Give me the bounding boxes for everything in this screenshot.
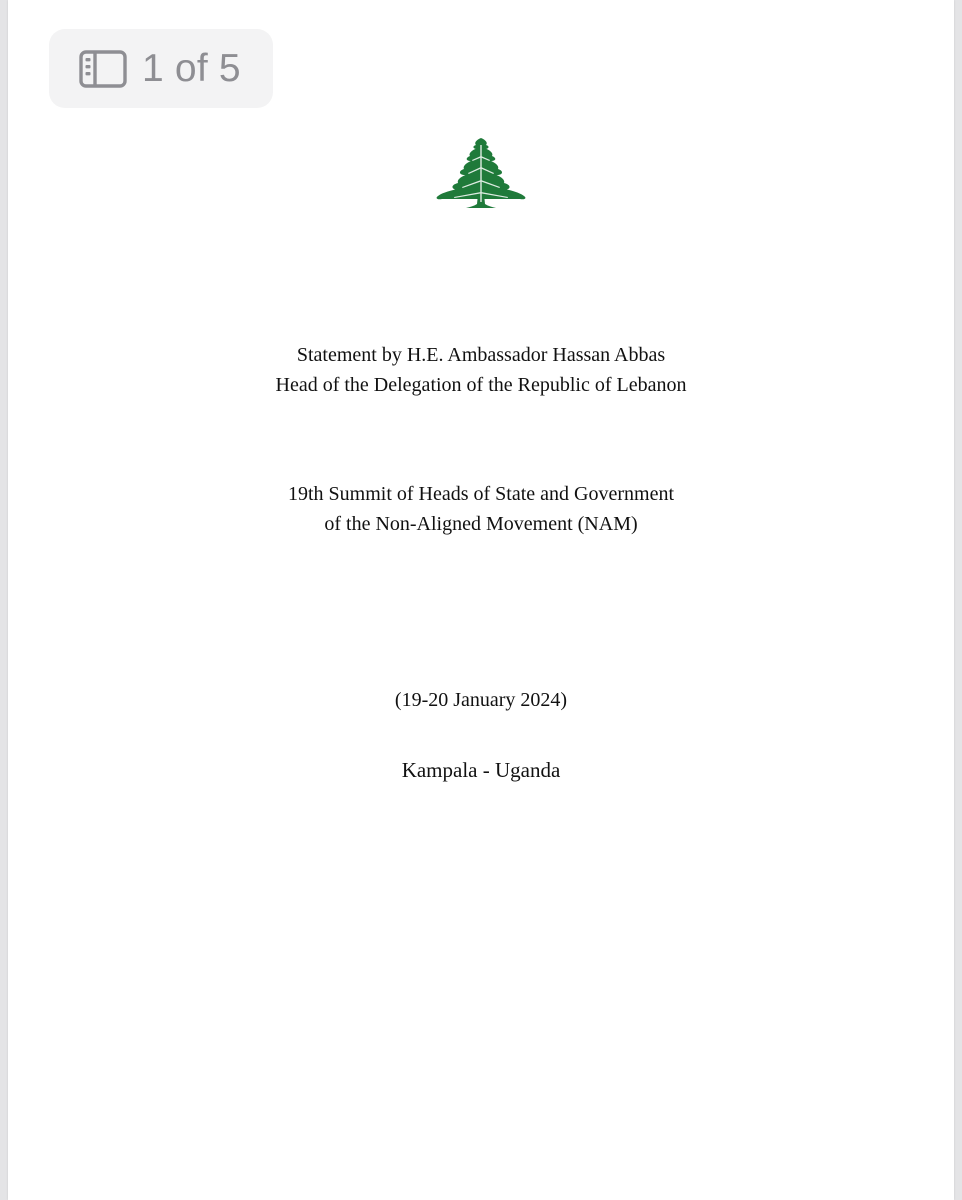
sidebar-icon: [79, 50, 127, 88]
event-location: Kampala - Uganda: [401, 758, 561, 782]
page-count-label: 1 of 5: [142, 47, 241, 90]
summit-line-1: 19th Summit of Heads of State and Government: [287, 483, 675, 505]
statement-heading: [0, 340, 962, 400]
summit-line-2: of the Non-Aligned Movement (NAM): [324, 513, 638, 535]
statement-line-speaker: Statement by H.E. Ambassador Hassan Abbas: [296, 344, 666, 366]
summit-title: [0, 479, 962, 539]
statement-line-delegation: Head of the Delegation of the Republic of Lebanon: [275, 374, 687, 396]
lebanese-cedar-icon: [432, 136, 530, 212]
event-date: (19-20 January 2024): [394, 689, 568, 711]
page-indicator-button[interactable]: [49, 29, 273, 108]
